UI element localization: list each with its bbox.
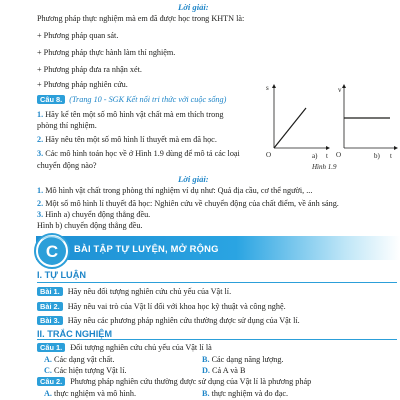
- exercise-badge: Bài 3.: [37, 316, 63, 325]
- mcq-option[interactable]: [202, 354, 284, 365]
- solution-1-line: Phương pháp thực nghiệm mà em đã được học trong KHTN là:: [37, 14, 245, 24]
- option-letter: B.: [202, 388, 210, 398]
- option-text: Cả A và B: [212, 365, 246, 375]
- exercise-text: Hãy nêu đối tượng nghiên cứu chủ yếu của Vật lí.: [67, 287, 232, 297]
- graph-a-line: [274, 108, 306, 148]
- question-8-item: [37, 148, 240, 159]
- question-text: Đối tượng nghiên cứu chủ yếu của Vật lí là: [70, 343, 212, 353]
- question-text: Phương pháp nghiên cứu thường được sử dụng của Vật lí là phương pháp: [70, 377, 312, 387]
- graph-b-origin: O: [336, 150, 342, 159]
- option-text: thực nghiệm và đo đạc.: [211, 388, 289, 398]
- option-text: thực nghiệm và mô hình.: [54, 388, 136, 398]
- exercise-item: [37, 315, 300, 326]
- question-8-badge: Câu 8.: [37, 95, 65, 104]
- solution-1-title: Lời giải:: [178, 1, 209, 12]
- item-number: 3.: [37, 209, 44, 219]
- solution-1-line: + Phương pháp quan sát.: [37, 31, 119, 41]
- item-number: 1.: [37, 186, 44, 196]
- item-text: Mô hình vật chất trong phòng thí nghiệm ví dụ như: Quả địa cầu, cơ thể người, ...: [45, 186, 313, 196]
- graph-a-origin: O: [266, 150, 272, 159]
- item-text: Hãy kể tên một số mô hình vật chất mà em thích trong: [45, 109, 224, 119]
- graph-a-x-label: t: [326, 151, 328, 160]
- section-2-divider: [37, 339, 397, 340]
- solution-1-line: + Phương pháp thực hành làm thí nghiệm.: [37, 48, 176, 58]
- exercise-text: Hãy nêu vai trò của Vật lí đối với khoa học kỹ thuật và công nghệ.: [67, 301, 286, 311]
- item-number: 2.: [37, 198, 44, 208]
- graph-b-x-label: t: [390, 151, 392, 160]
- solution-1-line: + Phương pháp nghiên cứu.: [37, 80, 128, 90]
- question-8-item-cont: phòng thí nghiệm.: [37, 121, 97, 131]
- graph-b-y-label: v: [338, 85, 342, 94]
- mcq-option[interactable]: [44, 365, 127, 376]
- solution-2-item: [37, 198, 339, 209]
- option-text: Các dạng vật chất.: [54, 354, 115, 364]
- solution-1-line: + Phương pháp đưa ra nhận xét.: [37, 65, 142, 75]
- solution-2-item: [37, 185, 312, 196]
- option-text: Các dạng năng lượng.: [211, 354, 284, 364]
- solution-2-title: Lời giải:: [178, 173, 209, 184]
- exercise-item: [37, 301, 286, 312]
- option-letter: C.: [44, 365, 52, 375]
- item-text: Hình a) chuyển động thẳng đều.: [45, 209, 151, 219]
- option-text: Các hiện tượng Vật lí.: [54, 365, 127, 375]
- section-2-title: II. TRẮC NGHIỆM: [37, 328, 113, 339]
- option-letter: D.: [202, 365, 210, 375]
- graph-a-y-label: s: [266, 83, 269, 92]
- item-number: 2.: [37, 135, 44, 145]
- figure-caption: Hình 1.9: [312, 162, 337, 170]
- banner-title: BÀI TẬP TỰ LUYỆN, MỞ RỘNG: [74, 242, 219, 254]
- item-number: 3.: [37, 149, 44, 159]
- graph-b-tag: b): [374, 151, 380, 160]
- option-letter: B.: [202, 354, 210, 364]
- section-1-title: I. TỰ LUẬN: [37, 270, 86, 281]
- graph-a-tag: a): [312, 151, 318, 160]
- option-letter: A.: [44, 388, 52, 398]
- item-text: Các mô hình toán học về ở Hình 1.9 dùng để mô tả các loại: [45, 149, 240, 159]
- exercise-text: Hãy nêu các phương pháp nghiên cứu thường được sử dụng của Vật lí.: [67, 315, 300, 325]
- mcq-option[interactable]: [202, 388, 288, 399]
- item-number: 1.: [37, 109, 44, 119]
- exercise-badge: Bài 1.: [37, 287, 63, 296]
- mcq-option[interactable]: [44, 388, 136, 399]
- question-badge: Câu 1.: [37, 343, 65, 352]
- question-8-item: [37, 134, 217, 145]
- exercise-badge: Bài 2.: [37, 302, 63, 311]
- item-text: Hãy nêu tên một số mô hình lí thuyết mà em đã học.: [45, 135, 217, 145]
- mcq-option[interactable]: [44, 354, 115, 365]
- option-letter: A.: [44, 354, 52, 364]
- exercise-item: [37, 286, 231, 297]
- question-badge: Câu 2.: [37, 377, 65, 386]
- mcq-question: [37, 376, 311, 387]
- mcq-question: [37, 342, 212, 353]
- section-letter: C: [45, 241, 59, 261]
- solution-2-item-cont: Hình b) chuyển động thẳng đều.: [37, 221, 143, 231]
- solution-2-item: [37, 209, 150, 220]
- question-8-item: [37, 109, 223, 120]
- mcq-option[interactable]: [202, 365, 245, 376]
- section-c-icon: [32, 231, 72, 271]
- question-8-source: (Trang 10 - SGK Kết nối tri thức với cuộc sống): [69, 94, 227, 104]
- figure-1-9: [262, 78, 398, 170]
- question-8-item-cont: chuyển động nào?: [37, 160, 97, 170]
- section-1-divider: [37, 282, 397, 283]
- question-8-header: [37, 94, 226, 105]
- item-text: Một số mô hình lí thuyết đã học: Nghiên cứu về chuyển động của chất điểm, về ánh sáng.: [45, 198, 339, 208]
